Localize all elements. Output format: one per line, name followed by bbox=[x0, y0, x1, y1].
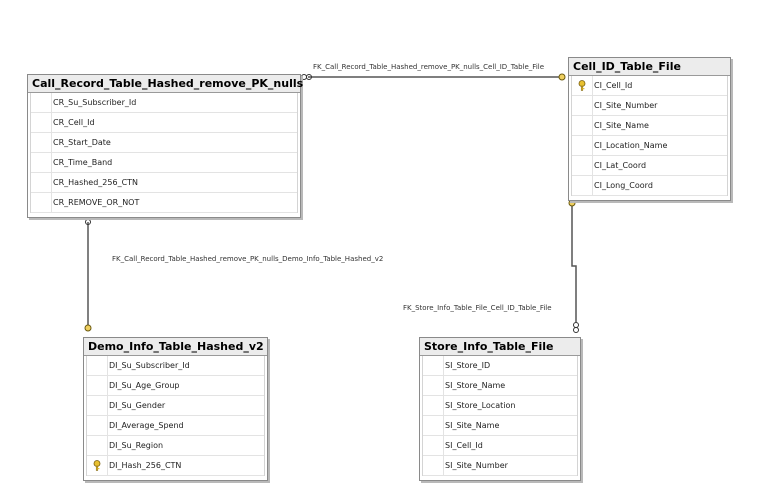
column-row[interactable] bbox=[572, 96, 727, 116]
key-column bbox=[423, 356, 444, 375]
key-column bbox=[423, 456, 444, 475]
key-column bbox=[31, 133, 52, 152]
column-name: CI_Long_Coord bbox=[594, 181, 653, 190]
key-column bbox=[87, 456, 108, 475]
key-column bbox=[572, 176, 593, 195]
relationship-store-to-cell[interactable] bbox=[569, 200, 579, 333]
column-name: CI_Site_Name bbox=[594, 121, 649, 130]
column-row[interactable] bbox=[87, 396, 264, 416]
key-column bbox=[572, 116, 593, 135]
column-name: SI_Cell_Id bbox=[445, 441, 483, 450]
column-row[interactable] bbox=[87, 436, 264, 456]
column-row[interactable] bbox=[87, 376, 264, 396]
key-column bbox=[31, 153, 52, 172]
key-column bbox=[87, 376, 108, 395]
column-row[interactable] bbox=[31, 113, 297, 133]
column-name: DI_Su_Age_Group bbox=[109, 381, 180, 390]
column-row[interactable] bbox=[423, 376, 577, 396]
column-name: DI_Su_Gender bbox=[109, 401, 166, 410]
table-demo-info[interactable] bbox=[83, 337, 268, 481]
table-store-info[interactable] bbox=[419, 337, 581, 481]
key-column bbox=[423, 396, 444, 415]
column-row[interactable] bbox=[423, 356, 577, 376]
column-name: SI_Store_ID bbox=[445, 361, 491, 370]
column-row[interactable] bbox=[572, 116, 727, 136]
endpoint-infinity-icon-b bbox=[574, 328, 579, 333]
key-column bbox=[423, 416, 444, 435]
column-name: DI_Su_Subscriber_Id bbox=[109, 361, 190, 370]
table-cell-id[interactable] bbox=[568, 57, 731, 201]
column-row[interactable] bbox=[87, 416, 264, 436]
column-name: SI_Store_Name bbox=[445, 381, 506, 390]
column-name: CI_Site_Number bbox=[594, 101, 658, 110]
key-column bbox=[31, 93, 52, 112]
column-row[interactable] bbox=[31, 153, 297, 173]
key-column bbox=[31, 193, 52, 212]
column-row[interactable] bbox=[87, 456, 264, 476]
endpoint-infinity-icon bbox=[574, 323, 579, 328]
key-column bbox=[87, 396, 108, 415]
column-row[interactable] bbox=[423, 396, 577, 416]
column-row[interactable] bbox=[31, 93, 297, 113]
key-column bbox=[87, 436, 108, 455]
table-title[interactable]: Store_Info_Table_File bbox=[420, 338, 580, 356]
column-row[interactable] bbox=[31, 173, 297, 193]
column-name: CR_Time_Band bbox=[53, 158, 113, 167]
column-name: CR_Su_Subscriber_Id bbox=[53, 98, 137, 107]
column-row[interactable] bbox=[87, 356, 264, 376]
column-name: SI_Site_Name bbox=[445, 421, 500, 430]
key-column bbox=[572, 156, 593, 175]
key-column bbox=[572, 76, 593, 95]
column-row[interactable] bbox=[31, 193, 297, 213]
column-name: CR_REMOVE_OR_NOT bbox=[53, 198, 140, 207]
column-name: CR_Cell_Id bbox=[53, 118, 95, 127]
key-column bbox=[572, 96, 593, 115]
fk-label-store-to-cell: FK_Store_Info_Table_File_Cell_ID_Table_File bbox=[403, 304, 552, 312]
column-row[interactable] bbox=[572, 76, 727, 96]
column-name: CI_Location_Name bbox=[594, 141, 668, 150]
key-column bbox=[31, 113, 52, 132]
column-name: CR_Start_Date bbox=[53, 138, 111, 147]
column-list bbox=[86, 356, 265, 476]
column-list bbox=[30, 93, 298, 213]
fk-label-call-to-demo: FK_Call_Record_Table_Hashed_remove_PK_nulls_Demo_Info_Table_Hashed_v2 bbox=[112, 255, 384, 263]
column-row[interactable] bbox=[572, 136, 727, 156]
column-name: CR_Hashed_256_CTN bbox=[53, 178, 139, 187]
table-call-record[interactable] bbox=[27, 74, 304, 218]
key-column bbox=[423, 376, 444, 395]
column-name: CI_Cell_Id bbox=[594, 81, 633, 90]
relationship-call-to-demo[interactable] bbox=[85, 215, 91, 332]
column-name: CI_Lat_Coord bbox=[594, 161, 647, 170]
table-title[interactable]: Cell_ID_Table_File bbox=[569, 58, 730, 76]
column-name: SI_Site_Number bbox=[445, 461, 508, 470]
table-title[interactable]: Call_Record_Table_Hashed_remove_PK_nulls bbox=[28, 75, 300, 93]
column-row[interactable] bbox=[423, 436, 577, 456]
primary-key-icon bbox=[92, 460, 102, 471]
column-name: SI_Store_Location bbox=[445, 401, 516, 410]
column-row[interactable] bbox=[572, 176, 727, 196]
column-row[interactable] bbox=[572, 156, 727, 176]
key-column bbox=[87, 416, 108, 435]
endpoint-key-icon bbox=[85, 325, 91, 331]
primary-key-icon bbox=[577, 80, 587, 91]
column-row[interactable] bbox=[31, 133, 297, 153]
relationship-call-to-cell[interactable] bbox=[302, 74, 566, 80]
column-list bbox=[422, 356, 578, 476]
key-column bbox=[31, 173, 52, 192]
column-row[interactable] bbox=[423, 416, 577, 436]
column-name: DI_Hash_256_CTN bbox=[109, 461, 182, 470]
column-row[interactable] bbox=[423, 456, 577, 476]
table-title[interactable]: Demo_Info_Table_Hashed_v2 bbox=[84, 338, 267, 356]
column-list bbox=[571, 76, 728, 196]
key-column bbox=[87, 356, 108, 375]
column-name: DI_Average_Spend bbox=[109, 421, 184, 430]
endpoint-key-icon bbox=[559, 74, 565, 80]
fk-label-call-to-cell: FK_Call_Record_Table_Hashed_remove_PK_nulls_Cell_ID_Table_File bbox=[313, 63, 545, 71]
key-column bbox=[572, 136, 593, 155]
key-column bbox=[423, 436, 444, 455]
column-name: DI_Su_Region bbox=[109, 441, 164, 450]
